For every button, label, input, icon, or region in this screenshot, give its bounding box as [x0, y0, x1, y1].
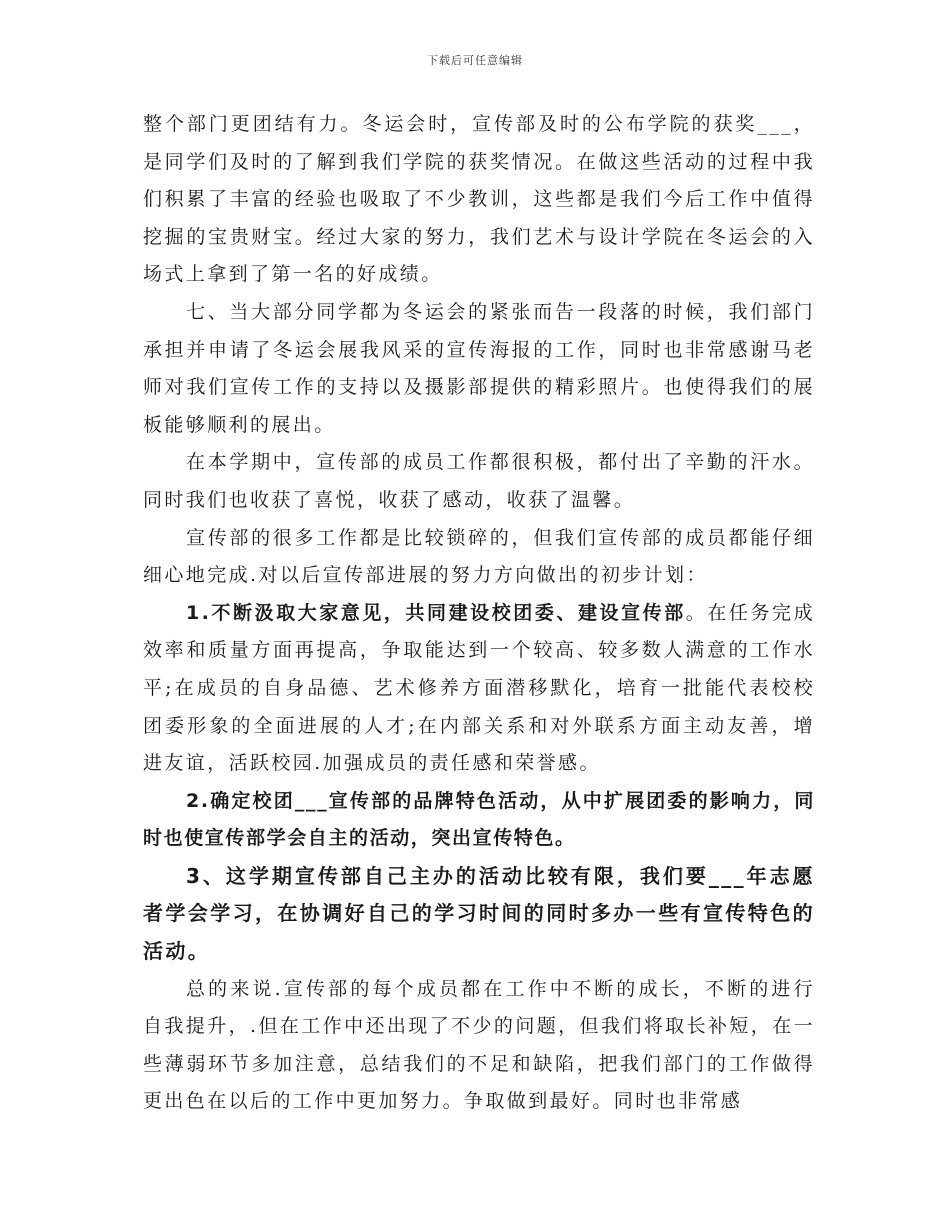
page-header: 下载后可任意编辑	[427, 54, 523, 67]
paragraph-8: 总的来说.宣传部的每个成员都在工作中不断的成长，不断的进行自我提升，.但在工作中还出现了不少的问题，但我们将取长补短，在一些薄弱环节多加注意，总结我们的不足和缺陷，把我们部门的工作做得更出色在以后的工作中更加努力。争取做到最好。同时也非常感	[143, 977, 815, 1113]
paragraph-4: 宣传部的很多工作都是比较锁碎的，但我们宣传部的成员都能仔细细心地完成.对以后宣传部进展的努力方向做出的初步计划：	[143, 526, 815, 587]
paragraph-5	[143, 595, 815, 783]
paragraph-7: 3、这学期宣传部自己主办的活动比较有限，我们要___年志愿者学会学习，在协调好自己的学习时间的同时多办一些有宣传特色的活动。	[143, 863, 815, 964]
paragraph-6: 2.确定校团___宣传部的品牌特色活动，从中扩展团委的影响力，同时也使宣传部学会自主的活动，突出宣传特色。	[143, 789, 815, 850]
paragraph-1: 整个部门更团结有力。冬运会时，宣传部及时的公布学院的获奖___，是同学们及时的了解到我们学院的获奖情况。在做这些活动的过程中我们积累了丰富的经验也吸取了不少教训，这些都是我们今后工作中值得挖掘的宝贵财宝。经过大家的努力，我们艺术与设计学院在冬运会的入场式上拿到了第一名的好成绩。	[143, 113, 815, 286]
document-body	[143, 106, 815, 1121]
paragraph-5-body: 。在任务完成效率和质量方面再提高，争取能达到一个较高、较多数人满意的工作水平;在成员的自身品德、艺术修养方面潜移默化，培育一批能代表校校团委形象的全面进展的人才;在内部关系和对外联系方面主动友善，增进友谊，活跃校园.加强成员的责任感和荣誉感。	[143, 601, 815, 775]
paragraph-5-lead: 1.不断汲取大家意见，共同建设校团委、建设宣传部	[186, 601, 686, 624]
paragraph-3: 在本学期中，宣传部的成员工作都很积极，都付出了辛勤的汗水。同时我们也收获了喜悦，收获了感动，收获了温馨。	[143, 451, 815, 511]
paragraph-2: 七、当大部分同学都为冬运会的紧张而告一段落的时候，我们部门承担并申请了冬运会展我风采的宣传海报的工作，同时也非常感谢马老师对我们宣传工作的支持以及摄影部提供的精彩照片。也使得我们的展板能够顺利的展出。	[143, 300, 815, 436]
